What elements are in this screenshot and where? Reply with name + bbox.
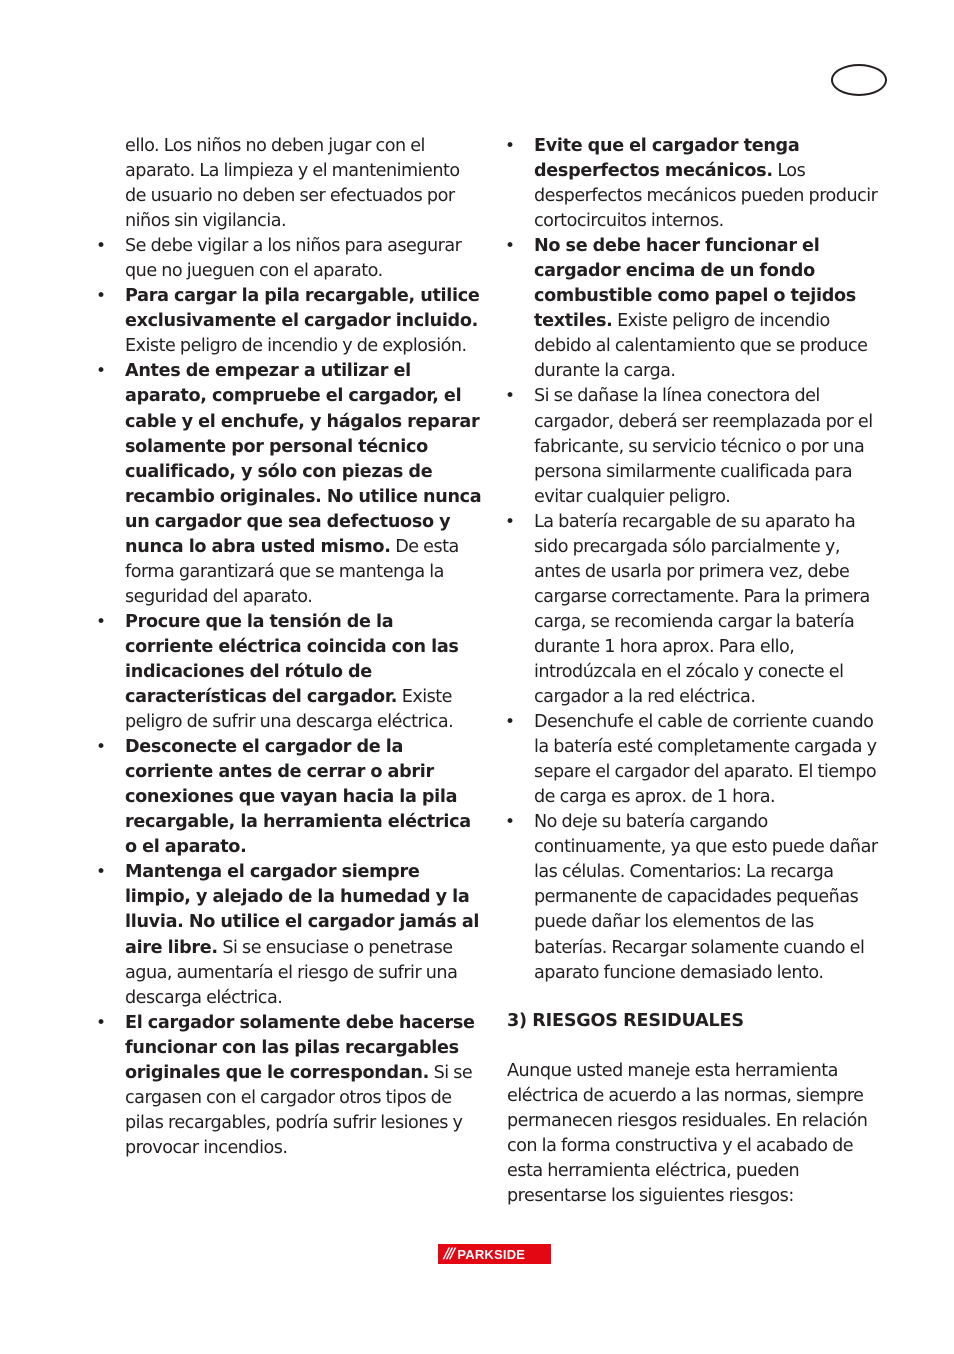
logo-slashes: /// (444, 1246, 454, 1262)
bullet-bold-text: Evite que el cargador tenga desperfectos mecánicos. (534, 136, 800, 182)
bullet-icon: • (505, 712, 515, 733)
bullet-icon: • (505, 386, 515, 407)
bullet-item (96, 860, 485, 1010)
bullet-bold-text: Antes de empezar a utilizar el aparato, compruebe el cargador, el cable y el enchufe, y hágalos reparar solamente por personal técnico cualificado, y sólo con piezas de recambio originales. No utilice nunca un cargador que sea defectuoso y nunca lo abra usted mismo. (125, 361, 482, 557)
bullet-text: Existe peligro de sufrir una descarga eléctrica. (125, 687, 454, 733)
bullet-item (505, 810, 889, 985)
bullet-item (96, 610, 485, 735)
bullet-text: Si se ensuciase o penetrase agua, aumentaría el riesgo de sufrir una descarga eléctrica. (125, 937, 458, 1008)
bullet-text: Se debe vigilar a los niños para asegurar que no jueguen con el aparato. (125, 236, 462, 282)
bullet-text: Desenchufe el cable de corriente cuando la batería esté completamente cargada y separe el cargador del aparato. El tiempo de carga es aprox. de 1 hora. (534, 712, 877, 808)
bullet-item (96, 234, 485, 284)
bullet-text: No deje su batería cargando continuamente, ya que esto puede dañar las células. Comentarios: La recarga permanente de capacidades pequeñas puede dañar los elementos de las baterías. Recargar solamente cuando el aparato funcione demasiado lento. (534, 812, 878, 983)
bullet-icon: • (505, 812, 515, 833)
bullet-bold-text: Procure que la tensión de la corriente eléctrica coincida con las indicaciones del rótulo de características del cargador. (125, 611, 459, 708)
bullet-icon: • (505, 236, 515, 257)
logo-text: PARKSIDE (457, 1246, 526, 1262)
section-intro: Aunque usted maneje esta herramienta eléctrica de acuerdo a las normas, siempre permanecen riesgos residuales. En relación con la forma constructiva y el acabado de esta herramienta eléctrica, pueden presentarse los siguientes riesgos: (507, 1061, 868, 1207)
bullet-item (505, 384, 889, 509)
bullet-item (96, 284, 485, 359)
bullet-bold-text: Desconecte el cargador de la corriente antes de cerrar o abrir conexiones que vayan hacia la pila recargable, la herramienta eléctrica o el aparato. (125, 737, 471, 858)
right-column (505, 134, 889, 986)
bullet-text: Si se cargasen con el cargador otros tipos de pilas recargables, podría sufrir lesiones y provocar incendios. (125, 1062, 473, 1158)
bullet-icon: • (96, 862, 106, 883)
bullet-item (505, 710, 889, 810)
continuation-paragraph: ello. Los niños no deben jugar con el aparato. La limpieza y el mantenimiento de usuario no deben ser efectuados por niños sin vigilancia. (125, 136, 460, 232)
bullet-text: Los desperfectos mecánicos pueden producir cortocircuitos internos. (534, 161, 878, 232)
bullet-icon: • (96, 1012, 106, 1033)
language-tab-oval (831, 64, 887, 96)
bullet-item (96, 359, 485, 609)
bullet-item (505, 510, 889, 710)
bullet-icon: • (505, 136, 515, 156)
bullet-bold-text: Mantenga el cargador siempre limpio, y alejado de la humedad y la lluvia. No utilice el cargador jamás al aire libre. (125, 862, 480, 958)
bullet-text: Existe peligro de incendio y de explosión. (125, 336, 467, 357)
bullet-icon: • (96, 737, 106, 758)
bullet-bold-text: No se debe hacer funcionar el cargador encima de un fondo combustible como papel o tejidos textiles. (534, 236, 856, 332)
bullet-item (505, 134, 889, 234)
bullet-icon: • (96, 236, 106, 257)
bullet-text: Existe peligro de incendio debido al calentamiento que se produce durante la carga. (534, 311, 868, 382)
left-column (96, 134, 485, 1161)
bullet-icon: • (505, 511, 515, 532)
bullet-item (505, 234, 889, 384)
bullet-item (96, 735, 485, 860)
parkside-logo (438, 1244, 551, 1264)
bullet-icon: • (96, 611, 106, 632)
bullet-text: Si se dañase la línea conectora del cargador, deberá ser reemplazada por el fabricante, su servicio técnico o por una persona similarmente cualificada para evitar cualquier peligro. (534, 386, 873, 507)
bullet-icon: • (96, 286, 106, 307)
bullet-bold-text: El cargador solamente debe hacerse funcionar con las pilas recargables originales que le correspondan. (125, 1012, 475, 1083)
bullet-icon: • (96, 361, 106, 382)
bullet-text: De esta forma garantizará que se mantenga la seguridad del aparato. (125, 536, 459, 607)
bullet-text: La batería recargable de su aparato ha sido precargada sólo parcialmente y, antes de usarla por primera vez, debe cargarse correctamente. Para la primera carga, se recomienda cargar la batería durante 1 hora aprox. Para ello, introdúzcala en el zócalo y conecte el cargador a la red eléctrica. (534, 511, 870, 708)
bullet-item (96, 1011, 485, 1161)
bullet-bold-text: Para cargar la pila recargable, utilice exclusivamente el cargador incluido. (125, 286, 480, 332)
section-heading: 3) RIESGOS RESIDUALES (507, 1011, 744, 1031)
